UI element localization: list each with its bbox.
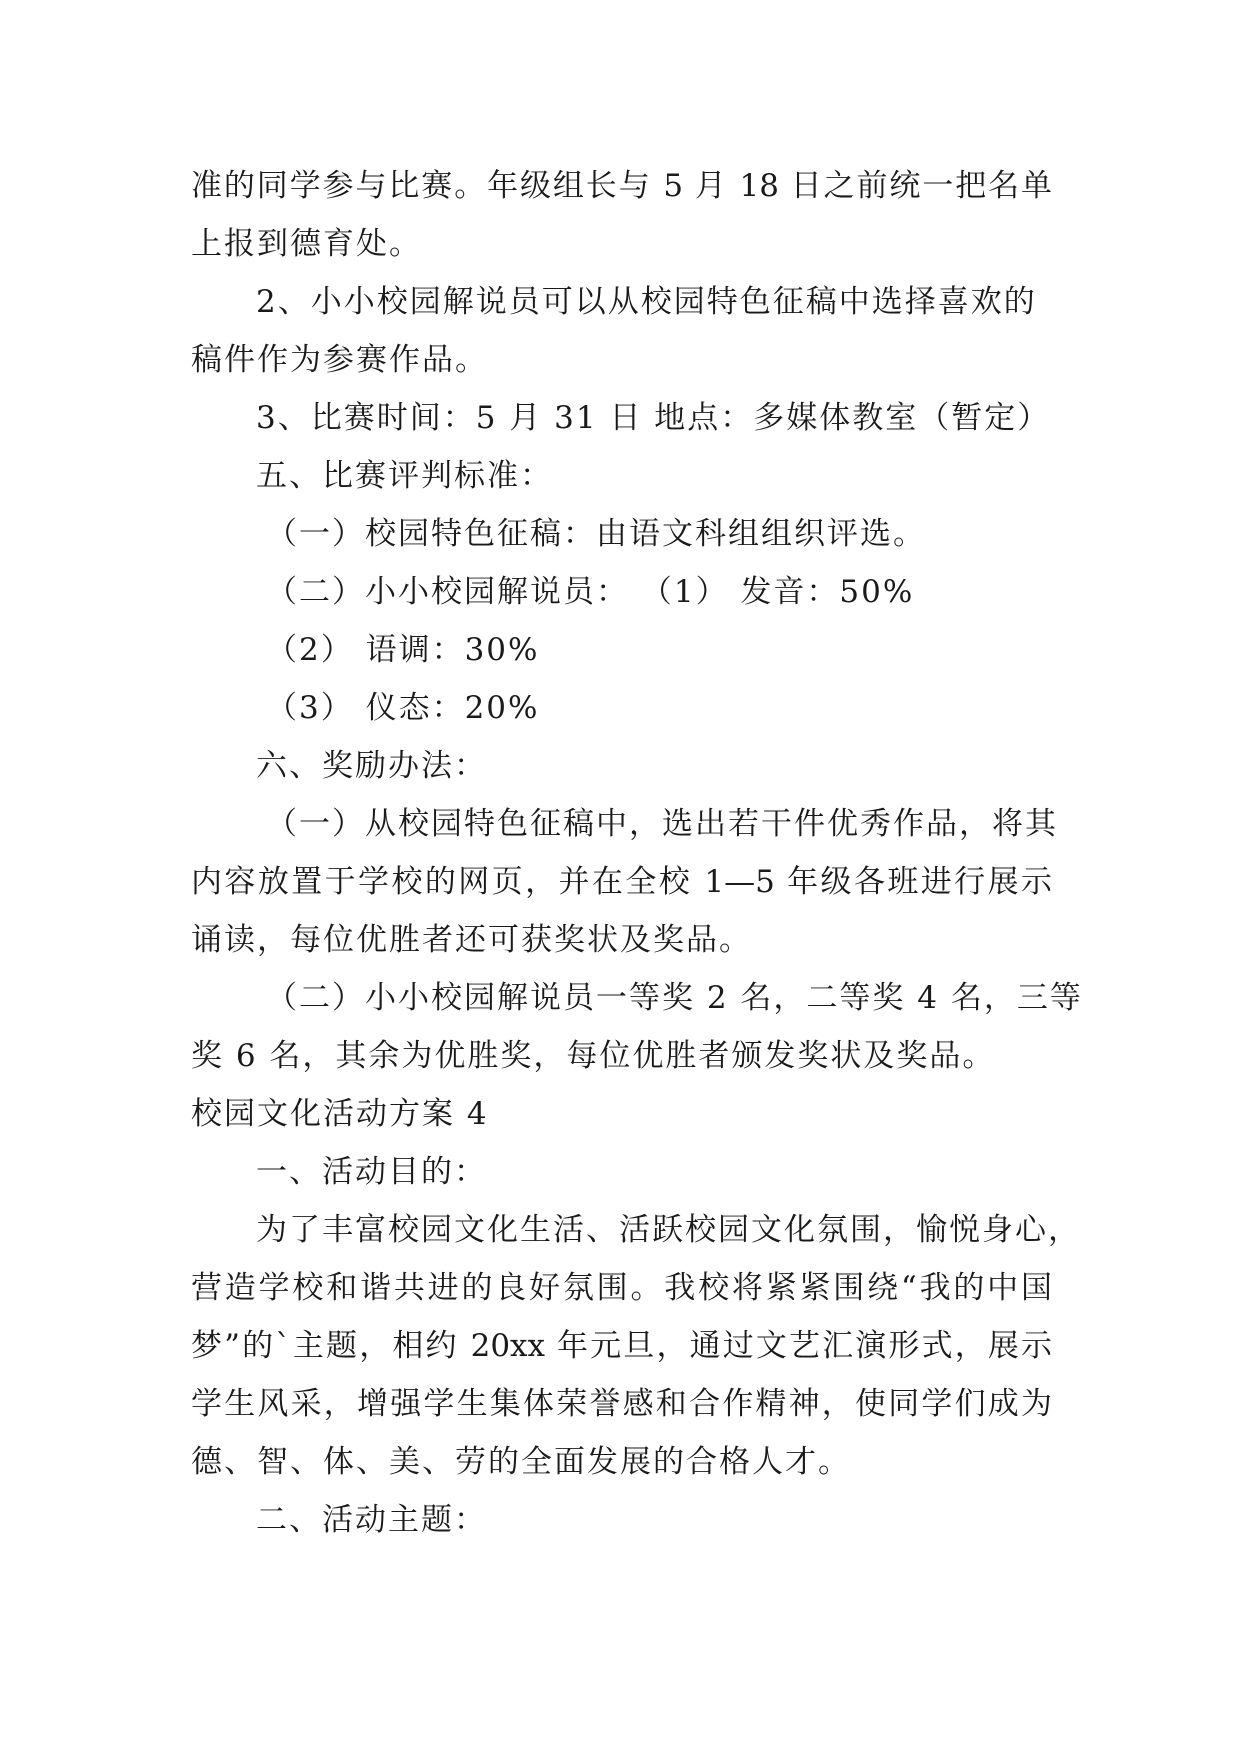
paragraph-line: 诵读，每位优胜者还可获奖状及奖品。	[191, 922, 752, 958]
paragraph-line: 德、智、体、美、劳的全面发展的合格人才。	[191, 1444, 851, 1480]
paragraph-line: （一）校园特色征稿：由语文科组组织评选。	[266, 516, 926, 552]
paragraph-line: 3、比赛时间：5 月 31 日 地点：多媒体教室（暂定）	[256, 400, 1051, 436]
paragraph-line: （二）小小校园解说员： （1） 发音：50%	[266, 574, 915, 610]
paragraph-line: 为了丰富校园文化生活、活跃校园文化氛围，愉悦身心，	[256, 1212, 1081, 1248]
paragraph-line: 内容放置于学校的网页，并在全校 1—5 年级各班进行展示	[191, 864, 1052, 900]
section-heading: 二、活动主题：	[256, 1502, 487, 1538]
paragraph-line: 梦”的`主题，相约 20xx 年元旦，通过文艺汇演形式，展示	[191, 1328, 1052, 1364]
paragraph-line: 准的同学参与比赛。年级组长与 5 月 18 日之前统一把名单	[191, 168, 1052, 204]
paragraph-line: （2） 语调：30%	[266, 632, 540, 668]
paragraph-line: （二）小小校园解说员一等奖 2 名，二等奖 4 名，三等	[266, 980, 1083, 1016]
document-title: 校园文化活动方案 4	[191, 1096, 489, 1132]
paragraph-line: 上报到德育处。	[191, 226, 422, 262]
paragraph-line: 2、小小校园解说员可以从校园特色征稿中选择喜欢的	[256, 284, 1037, 320]
paragraph-line: 奖 6 名，其余为优胜奖，每位优胜者颁发奖状及奖品。	[191, 1038, 996, 1074]
paragraph-line: 学生风采，增强学生集体荣誉感和合作精神，使同学们成为	[191, 1386, 1052, 1422]
paragraph-line: 营造学校和谐共进的良好氛围。我校将紧紧围绕“我的中国	[191, 1270, 1052, 1306]
section-heading: 五、比赛评判标准：	[256, 458, 553, 494]
paragraph-line: 稿件作为参赛作品。	[191, 342, 488, 378]
section-heading: 六、奖励办法：	[256, 748, 487, 784]
paragraph-line: （3） 仪态：20%	[266, 690, 540, 726]
paragraph-line: （一）从校园特色征稿中，选出若干件优秀作品，将其	[266, 806, 1058, 842]
section-heading: 一、活动目的：	[256, 1154, 487, 1190]
